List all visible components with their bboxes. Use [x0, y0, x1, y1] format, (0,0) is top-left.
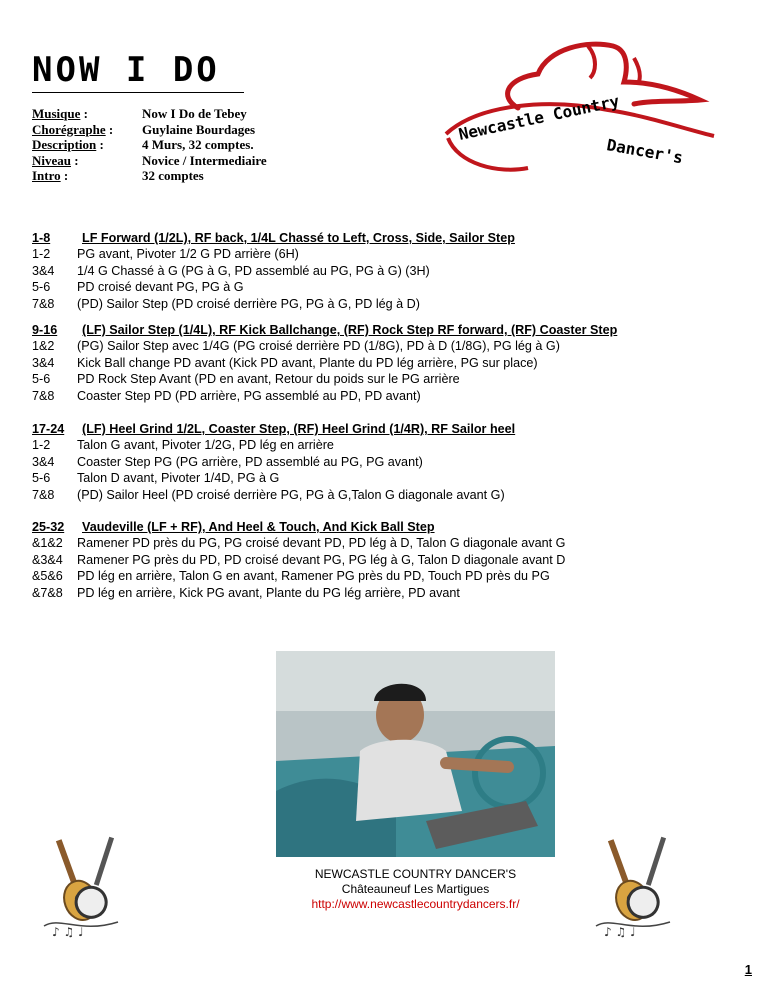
- step-text: 1/4 G Chassé à G (PG à G, PD assemblé au PG, PG à G) (3H): [77, 263, 430, 278]
- info-sep: :: [80, 106, 88, 121]
- step-text: (PD) Sailor Heel (PD croisé derrière PG, PG à G,Talon G diagonale avant G): [77, 487, 505, 502]
- step-count: 5-6: [32, 280, 51, 295]
- step-row: [32, 535, 565, 551]
- info-label: Intro: [32, 168, 61, 183]
- step-count: 7&8: [32, 296, 55, 311]
- info-sep: :: [71, 152, 79, 168]
- section-title: (LF) Heel Grind 1/2L, Coaster Step, (RF) Heel Grind (1/4R), RF Sailor heel: [82, 422, 516, 436]
- club-footer: [276, 867, 555, 912]
- step-row: [32, 454, 515, 470]
- step-count: 5-6: [32, 471, 51, 486]
- club-url-link[interactable]: http://www.newcastlecountrydancers.fr/: [311, 897, 520, 911]
- step-text: (PG) Sailor Step avec 1/4G (PG croisé derrière PD (1/8G), PD à D (1/8G), PG lég à G): [77, 339, 560, 354]
- step-count: &1&2: [32, 536, 63, 551]
- step-row: [32, 355, 617, 371]
- step-text: Ramener PD près du PG, PG croisé devant PD, PD lég à D, Talon G diagonale avant G: [77, 536, 566, 551]
- club-city: Châteauneuf Les Martigues: [341, 882, 490, 896]
- club-logo: [438, 38, 738, 188]
- info-label: Musique: [32, 106, 81, 121]
- logo-text-top: Newcastle Country: [456, 91, 622, 144]
- title-underline: [32, 92, 244, 93]
- info-value: Novice / Intermediaire: [142, 152, 267, 168]
- step-count: 3&4: [32, 263, 55, 278]
- step-text: (PD) Sailor Step (PD croisé derrière PG, PG à G, PD lég à D): [77, 296, 420, 311]
- section-heading: [32, 519, 565, 535]
- section-1-8: [32, 230, 515, 312]
- info-label: Chorégraphe: [32, 121, 106, 137]
- step-row: [32, 371, 617, 387]
- step-text: PG avant, Pivoter 1/2 G PD arrière (6H): [77, 247, 299, 262]
- step-text: PD lég en arrière, Kick PG avant, Plante du PG lég arrière, PD avant: [77, 585, 460, 600]
- section-17-24: [32, 421, 515, 503]
- section-9-16: [32, 322, 617, 404]
- info-row: [32, 168, 267, 184]
- step-text: PD croisé devant PG, PG à G: [77, 280, 244, 295]
- step-text: PD Rock Step Avant (PD en avant, Retour du poids sur le PG arrière: [77, 372, 460, 387]
- step-text: PD lég en arrière, Talon G en avant, Ramener PG près du PD, Touch PD près du PG: [77, 569, 550, 584]
- step-text: Kick Ball change PD avant (Kick PD avant, Plante du PD lég arrière, PG sur place): [77, 355, 538, 370]
- section-count: 17-24: [32, 422, 65, 436]
- info-sep: :: [96, 137, 104, 152]
- info-row: [32, 153, 267, 169]
- step-row: [32, 552, 565, 568]
- step-row: [32, 585, 565, 601]
- step-row: [32, 388, 617, 404]
- section-title: (LF) Sailor Step (1/4L), RF Kick Ballchange, (RF) Rock Step RF forward, (RF) Coaster Step: [82, 323, 618, 337]
- info-value: Now I Do de Tebey: [142, 106, 247, 121]
- club-name: NEWCASTLE COUNTRY DANCER'S: [314, 867, 517, 881]
- guitar-banjo-icon: [592, 830, 674, 940]
- step-text: Coaster Step PD (PD arrière, PG assemblé au PD, PD avant): [77, 388, 421, 403]
- section-heading: [32, 322, 617, 338]
- section-count: 9-16: [32, 323, 58, 337]
- step-count: 3&4: [32, 355, 55, 370]
- info-value: 32 comptes: [142, 168, 204, 183]
- step-row: [32, 263, 515, 279]
- step-count: 5-6: [32, 372, 51, 387]
- info-label: Description: [32, 137, 97, 152]
- step-row: [32, 296, 515, 312]
- step-text: Ramener PG près du PD, PD croisé devant PG, PG lég à G, Talon D diagonale avant D: [77, 552, 566, 567]
- info-sep: :: [60, 168, 69, 183]
- info-label: Niveau: [32, 152, 71, 168]
- info-row: [32, 137, 267, 153]
- section-count: 25-32: [32, 520, 65, 534]
- svg-text:♪ ♫ ♩: ♪ ♫ ♩: [604, 925, 636, 939]
- step-row: [32, 338, 617, 354]
- step-count: 1&2: [32, 339, 55, 354]
- step-count: &5&6: [32, 569, 63, 584]
- step-text: Talon D avant, Pivoter 1/4D, PG à G: [77, 471, 280, 486]
- info-sep: :: [105, 121, 114, 137]
- step-count: 1-2: [32, 438, 51, 453]
- artist-photo: [276, 651, 555, 857]
- section-25-32: [32, 519, 565, 601]
- step-count: 7&8: [32, 487, 55, 502]
- step-text: Coaster Step PG (PG arrière, PD assemblé au PG, PG avant): [77, 454, 423, 469]
- step-count: 1-2: [32, 247, 51, 262]
- page-number: 1: [744, 962, 752, 977]
- guitar-banjo-icon: [40, 830, 122, 940]
- section-title: Vaudeville (LF + RF), And Heel & Touch, And Kick Ball Step: [82, 520, 435, 534]
- step-row: [32, 437, 515, 453]
- info-value: Guylaine Bourdages: [142, 121, 256, 137]
- step-row: [32, 487, 515, 503]
- step-count: 7&8: [32, 388, 55, 403]
- step-row: [32, 568, 565, 584]
- section-heading: [32, 230, 515, 246]
- info-row: [32, 122, 267, 138]
- info-row: [32, 106, 267, 122]
- section-title: LF Forward (1/2L), RF back, 1/4L Chassé to Left, Cross, Side, Sailor Step: [82, 231, 515, 245]
- info-value: 4 Murs, 32 comptes.: [142, 137, 254, 152]
- section-count: 1-8: [32, 231, 51, 245]
- svg-text:♪ ♫ ♩: ♪ ♫ ♩: [52, 925, 84, 939]
- step-row: [32, 470, 515, 486]
- dance-title: NOW I DO: [32, 50, 220, 90]
- step-count: &3&4: [32, 552, 63, 567]
- dance-info: [32, 106, 267, 184]
- step-count: &7&8: [32, 585, 63, 600]
- step-row: [32, 279, 515, 295]
- step-row: [32, 246, 515, 262]
- step-text: Talon G avant, Pivoter 1/2G, PD lég en arrière: [77, 438, 334, 453]
- section-heading: [32, 421, 515, 437]
- logo-text-bottom: Dancer's: [605, 135, 685, 168]
- step-count: 3&4: [32, 454, 55, 469]
